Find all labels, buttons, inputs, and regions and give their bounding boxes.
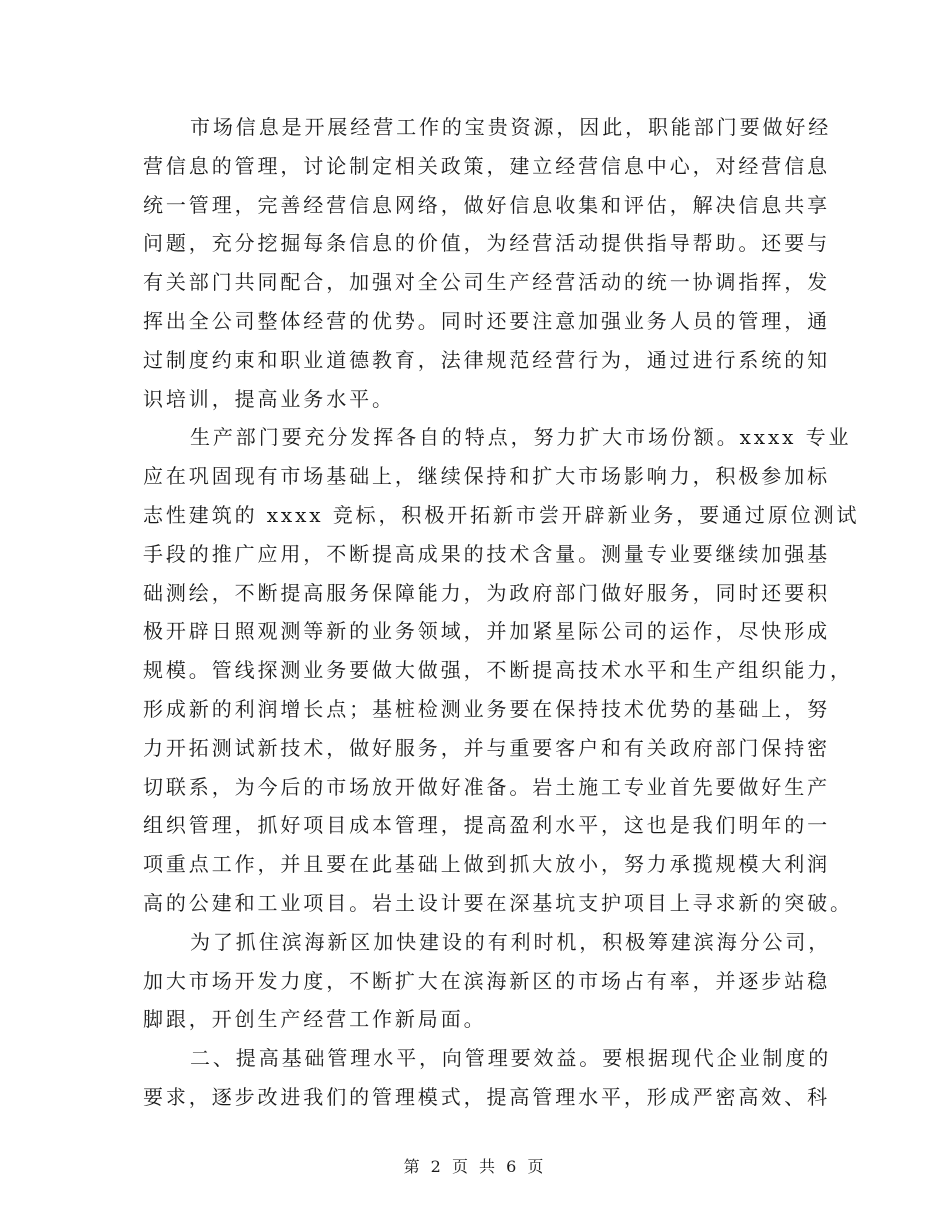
text-line: 为了抓住滨海新区加快建设的有利时机，积极筹建滨海分公司， [190,929,832,954]
text-line: 手段的推广应用，不断提高成果的技术含量。测量专业要继续加强基 [143,541,830,566]
text-line: 生产部门要充分发挥各自的特点，努力扩大市场份额。xxxx 专业 [190,425,852,450]
text-line: 规模。管线探测业务要做大做强，不断提高技术水平和生产组织能力， [143,658,853,683]
text-line: 志性建筑的 xxxx 竞标，积极开拓新市尝开辟新业务，要通过原位测试 [143,502,860,527]
text-line: 二、提高基础管理水平，向管理要效益。要根据现代企业制度的 [190,1046,832,1071]
text-line: 营信息的管理，讨论制定相关政策，建立经营信息中心，对经营信息 [143,153,830,178]
text-line: 挥出全公司整体经营的优势。同时还要注意加强业务人员的管理，通 [143,308,830,333]
page-number-footer: 第 2 页 共 6 页 [403,1157,547,1176]
text-line: 组织管理，抓好项目成本管理，提高盈利水平，这也是我们明年的一 [143,813,830,838]
text-line: 力开拓测试新技术，做好服务，并与重要客户和有关政府部门保持密 [143,735,830,760]
text-line: 过制度约束和职业道德教育，法律规范经营行为，通过进行系统的知 [143,347,830,372]
document-body [143,108,860,1117]
text-line: 市场信息是开展经营工作的宝贵资源，因此，职能部门要做好经 [190,115,832,139]
text-line: 高的公建和工业项目。岩土设计要在深基坑支护项目上寻求新的突破。 [143,890,853,915]
text-line: 形成新的利润增长点；基桩检测业务要在保持技术优势的基础上，努 [143,696,830,721]
text-line: 极开辟日照观测等新的业务领域，并加紧星际公司的运作，尽快形成 [143,619,830,644]
text-line: 项重点工作，并且要在此基础上做到抓大放小，努力承揽规模大利润 [143,852,830,877]
text-line: 础测绘，不断提高服务保障能力，为政府部门做好服务，同时还要积 [143,580,830,605]
text-line: 统一管理，完善经营信息网络，做好信息收集和评估，解决信息共享 [143,192,830,217]
text-line: 切联系，为今后的市场放开做好准备。岩土施工专业首先要做好生产 [143,774,830,799]
text-line: 脚跟，开创生产经营工作新局面。 [143,1007,487,1032]
text-line: 识培训，提高业务水平。 [143,386,395,411]
text-line: 应在巩固现有市场基础上，继续保持和扩大市场影响力，积极参加标 [143,464,830,489]
text-line: 有关部门共同配合，加强对全公司生产经营活动的统一协调指挥，发 [143,270,830,295]
text-line: 问题，充分挖掘每条信息的价值，为经营活动提供指导帮助。还要与 [143,231,830,256]
text-line: 要求，逐步改进我们的管理模式，提高管理水平，形成严密高效、科 [143,1084,830,1109]
text-line: 加大市场开发力度，不断扩大在滨海新区的市场占有率，并逐步站稳 [143,968,830,993]
